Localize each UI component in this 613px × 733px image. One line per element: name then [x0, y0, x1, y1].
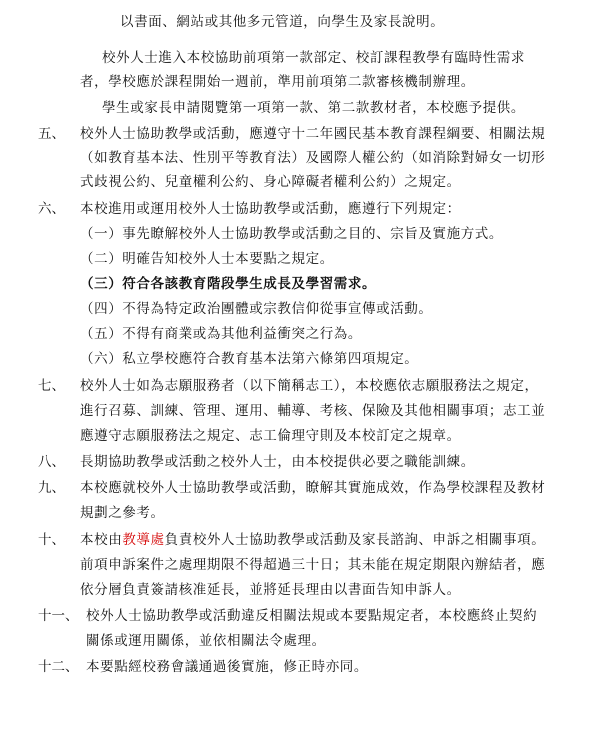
item-11-number: 十一、: [38, 608, 79, 624]
item-7-line-1: 校外人士如為志願服務者（以下簡稱志工），本校應依志願服務法之規定，: [80, 378, 539, 394]
item-7-line-3: 應遵守志願服務法之規定、志工倫理守則及本校訂定之規章。: [80, 428, 461, 444]
item-7-number: 七、: [38, 378, 65, 394]
item-5-line-2: （如教育基本法、性別平等教育法）及國際人權公約（如消除對婦女一切形: [80, 150, 546, 166]
item-10-highlight-office: 教導處: [122, 532, 165, 548]
item-10-number: 十、: [38, 532, 65, 548]
item-7-line-2: 進行召募、訓練、管理、運用、輔導、考核、保險及其他相關事項；志工並: [80, 403, 546, 419]
item-6-sub-3: （三）符合各該教育階段學生成長及學習需求。: [80, 276, 377, 292]
item-6-sub-1: （一）事先瞭解校外人士協助教學或活動之目的、宗旨及實施方式。: [80, 226, 503, 242]
item-6-sub-6: （六）私立學校應符合教育基本法第六條第四項規定。: [80, 351, 419, 367]
item-10-line-1-post: 負責校外人士協助教學或活動及家長諮詢、申訴之相關事項。: [164, 532, 546, 548]
item-10-line-1: [80, 530, 545, 550]
item-5-number: 五、: [38, 126, 65, 142]
item-6-sub-2: （二）明確告知校外人士本要點之規定。: [80, 251, 334, 267]
item-10-line-3: 依分層負責簽請核准延長，並將延長理由以書面告知申訴人。: [80, 582, 461, 598]
item-10-line-1-pre: 本校由: [80, 532, 123, 548]
item-10-line-2: 前項申訴案件之處理期限不得超過三十日；其未能在規定期限內辦結者，應: [80, 557, 546, 573]
item-5-line-3: 式歧視公約、兒童權利公約、身心障礙者權利公約）之規定。: [80, 174, 461, 190]
item-6-line-1: 本校進用或運用校外人士協助教學或活動，應遵行下列規定：: [80, 201, 461, 217]
intro-para2-line-2: 者，學校應於課程開始一週前，準用前項第二款審核機制辦理。: [80, 74, 475, 90]
item-9-number: 九、: [38, 480, 65, 496]
item-5-line-1: 校外人士協助教學或活動，應遵守十二年國民基本教育課程綱要、相關法規: [80, 126, 546, 142]
intro-para3-line-1: 學生或家長申請閱覽第一項第一款、第二款教材者，本校應予提供。: [102, 100, 525, 116]
item-6-sub-5: （五）不得有商業或為其他利益衝突之行為。: [80, 326, 362, 342]
item-12-number: 十二、: [38, 659, 79, 675]
item-9-line-2: 規劃之參考。: [80, 505, 165, 521]
intro-para2-line-1: 校外人士進入本校協助前項第一款部定、校訂課程教學有臨時性需求: [102, 50, 525, 66]
item-8-number: 八、: [38, 454, 65, 470]
item-8-line-1: 長期協助教學或活動之校外人士，由本校提供必要之職能訓練。: [80, 454, 475, 470]
item-9-line-1: 本校應就校外人士協助教學或活動，瞭解其實施成效，作為學校課程及教材: [80, 480, 546, 496]
item-6-number: 六、: [38, 201, 65, 217]
item-11-line-2: 關係或運用關係，並依相關法令處理。: [86, 633, 326, 649]
item-6-sub-4: （四）不得為特定政治團體或宗教信仰從事宣傳或活動。: [80, 301, 433, 317]
item-11-line-1: 校外人士協助教學或活動違反相關法規或本要點規定者，本校應終止契約: [86, 608, 538, 624]
intro-line-1: 以書面、網站或其他多元管道，向學生及家長說明。: [120, 14, 445, 30]
item-12-line-1: 本要點經校務會議通過後實施，修正時亦同。: [86, 659, 368, 675]
